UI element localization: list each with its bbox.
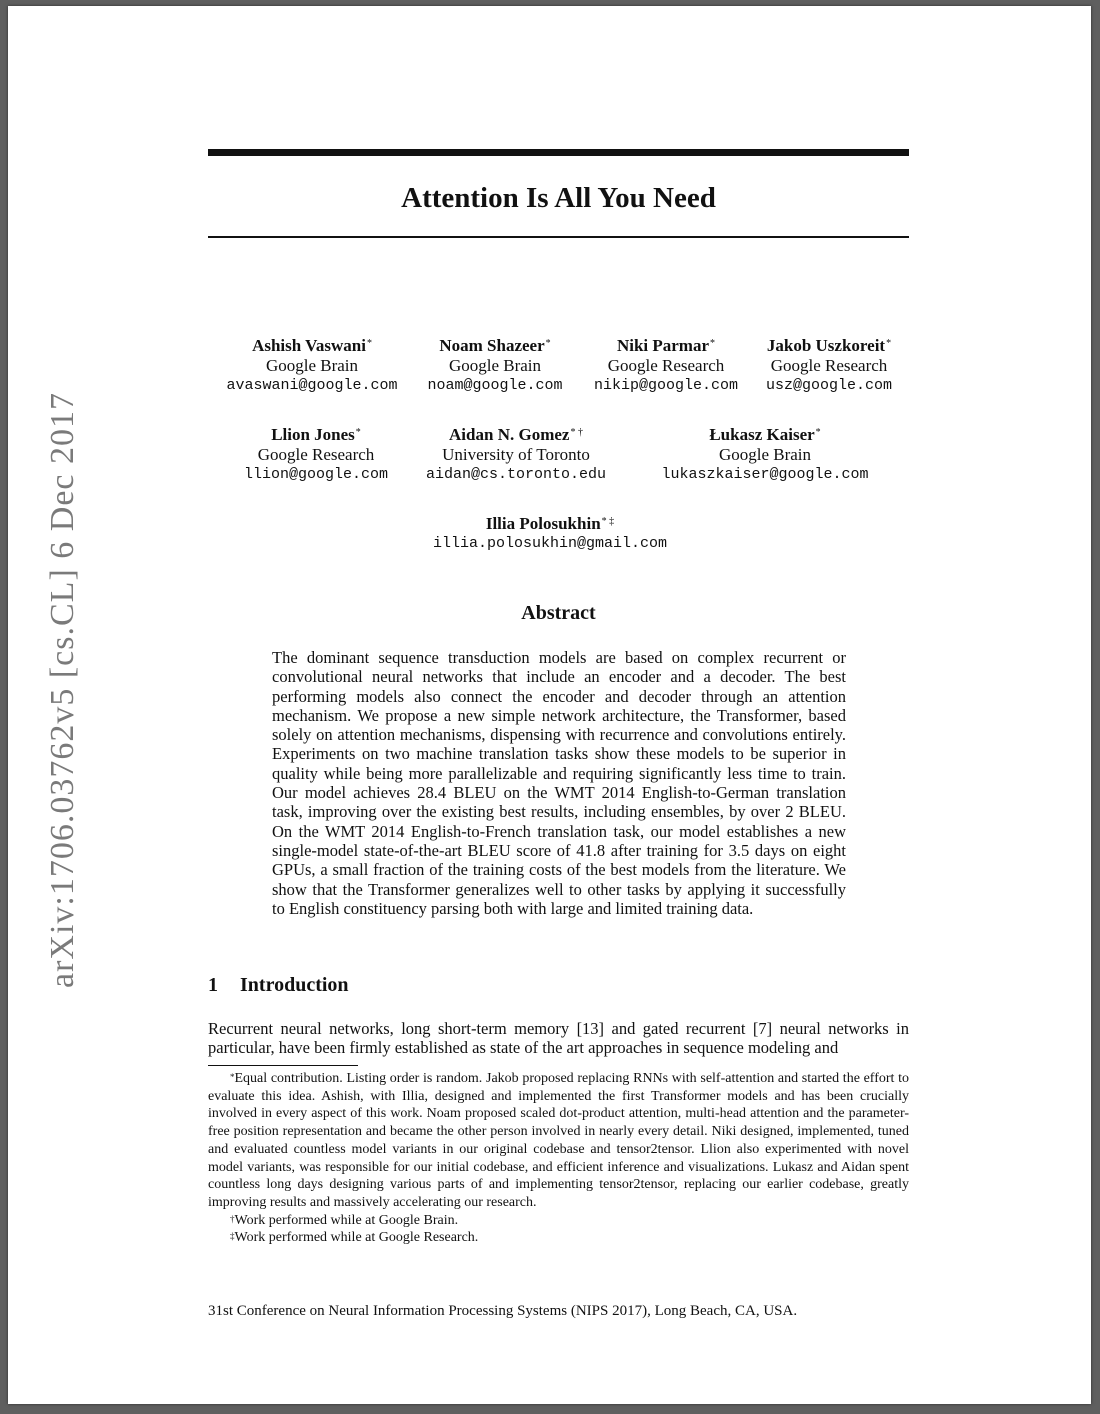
author-name: Ashish Vaswani bbox=[252, 336, 366, 355]
author-affiliation: Google Research bbox=[257, 445, 375, 464]
paper-page bbox=[8, 6, 1091, 1404]
author-block bbox=[228, 425, 404, 485]
author-block bbox=[652, 425, 878, 485]
footnote-text: Equal contribution. Listing order is random. Jakob proposed replacing RNNs with self-attention and started the effort to evaluate this idea. Ashish, with Illia, designed and implemented the first Transformer models and has been crucially involved in every aspect of this work. Noam proposed scaled dot-product attention, multi-head attention and the parameter-free position representation and became the other person involved in nearly every detail. Niki designed, implemented, tuned and evaluated countless model variants in our original codebase and tensor2tensor. Llion also experimented with novel model variants, was responsible for our initial codebase, and efficient inference and visualizations. Lukasz and Aidan spent countless long days designing various parts of and implementing tensor2tensor, replacing our earlier codebase, greatly improving results and massively accelerating our research. bbox=[208, 1071, 909, 1210]
author-block bbox=[418, 425, 614, 485]
author-block bbox=[756, 336, 902, 396]
footnote bbox=[208, 1070, 909, 1212]
author-affiliation: Google Brain bbox=[448, 356, 542, 375]
conference-footer: 31st Conference on Neural Information Processing Systems (NIPS 2017), Long Beach, CA, USA. bbox=[208, 1303, 798, 1319]
section-number: 1 bbox=[208, 974, 218, 996]
footnote-text: Work performed while at Google Brain. bbox=[234, 1212, 459, 1228]
author-email: aidan@cs.toronto.edu bbox=[425, 466, 607, 483]
author-mark: * † bbox=[570, 427, 583, 438]
author-name: Aidan N. Gomez bbox=[449, 425, 570, 444]
author-block bbox=[420, 336, 570, 396]
author-name: Llion Jones bbox=[271, 425, 355, 444]
footnote-text: Work performed while at Google Research. bbox=[234, 1230, 479, 1246]
author-mark: * bbox=[545, 338, 551, 349]
footnote bbox=[208, 1212, 909, 1230]
section-heading bbox=[208, 974, 349, 997]
arxiv-identifier-stamp: arXiv:1706.03762v5 [cs.CL] 6 Dec 2017 bbox=[44, 391, 81, 988]
author-name: Niki Parmar bbox=[616, 336, 710, 355]
paper-title: Attention Is All You Need bbox=[401, 182, 716, 214]
author-name: Illia Polosukhin bbox=[485, 514, 601, 533]
author-affiliation: University of Toronto bbox=[442, 445, 590, 464]
footnote-mark: † bbox=[230, 1213, 235, 1224]
author-name: Łukasz Kaiser bbox=[709, 425, 815, 444]
author-mark: * bbox=[815, 427, 821, 438]
author-affiliation: Google Research bbox=[607, 356, 725, 375]
author-email: llion@google.com bbox=[243, 466, 389, 483]
footnote-rule bbox=[208, 1065, 358, 1066]
abstract-text: The dominant sequence transduction models are based on complex recurrent or convolutional neural networks that include an encoder and a decoder. The best performing models also connect the encoder and decoder through an attention mechanism. We propose a new simple network architecture, the Transformer, based solely on attention mechanisms, dispensing with recurrence and convolutions entirely. Experiments on two machine translation tasks show these models to be superior in quality while being more parallelizable and requiring significantly less time to train. Our model achieves 28.4 BLEU on the WMT 2014 English-to-German translation task, improving over the existing best results, including ensembles, by over 2 BLEU. On the WMT 2014 English-to-French translation task, our model establishes a new single-model state-of-the-art BLEU score of 41.8 after training for 3.5 days on eight GPUs, a small fraction of the training costs of the best models from the literature. We show that the Transformer generalizes well to other tasks by applying it successfully to English constituency parsing both with large and limited training data. bbox=[272, 648, 846, 918]
author-mark: * bbox=[366, 338, 372, 349]
author-mark: * bbox=[886, 338, 892, 349]
author-mark: * bbox=[710, 338, 716, 349]
author-block bbox=[426, 514, 674, 554]
title-bottom-rule bbox=[208, 236, 909, 238]
title-top-rule bbox=[208, 149, 909, 156]
footnote-mark: ‡ bbox=[230, 1231, 235, 1242]
footnote bbox=[208, 1229, 909, 1247]
author-affiliation: Google Brain bbox=[718, 445, 812, 464]
section-title: Introduction bbox=[240, 974, 349, 996]
author-email: illia.polosukhin@gmail.com bbox=[432, 535, 668, 552]
author-email: noam@google.com bbox=[427, 377, 563, 394]
footnotes bbox=[208, 1070, 909, 1247]
author-name: Noam Shazeer bbox=[439, 336, 545, 355]
introduction-text: Recurrent neural networks, long short-term memory [13] and gated recurrent [7] neural networks in particular, have been firmly established as state of the art approaches in sequence modeling and bbox=[208, 1019, 909, 1057]
author-mark: * bbox=[355, 427, 361, 438]
footnote-mark: * bbox=[230, 1072, 235, 1082]
author-affiliation: Google Research bbox=[770, 356, 888, 375]
author-block bbox=[586, 336, 746, 396]
author-name: Jakob Uszkoreit bbox=[766, 336, 886, 355]
author-block bbox=[220, 336, 404, 396]
author-email: avaswani@google.com bbox=[226, 377, 398, 394]
author-email: nikip@google.com bbox=[593, 377, 739, 394]
author-mark: * ‡ bbox=[601, 516, 615, 527]
author-email: usz@google.com bbox=[765, 377, 893, 394]
abstract-heading: Abstract bbox=[521, 602, 596, 624]
author-email: lukaszkaiser@google.com bbox=[661, 466, 869, 483]
author-affiliation: Google Brain bbox=[265, 356, 359, 375]
